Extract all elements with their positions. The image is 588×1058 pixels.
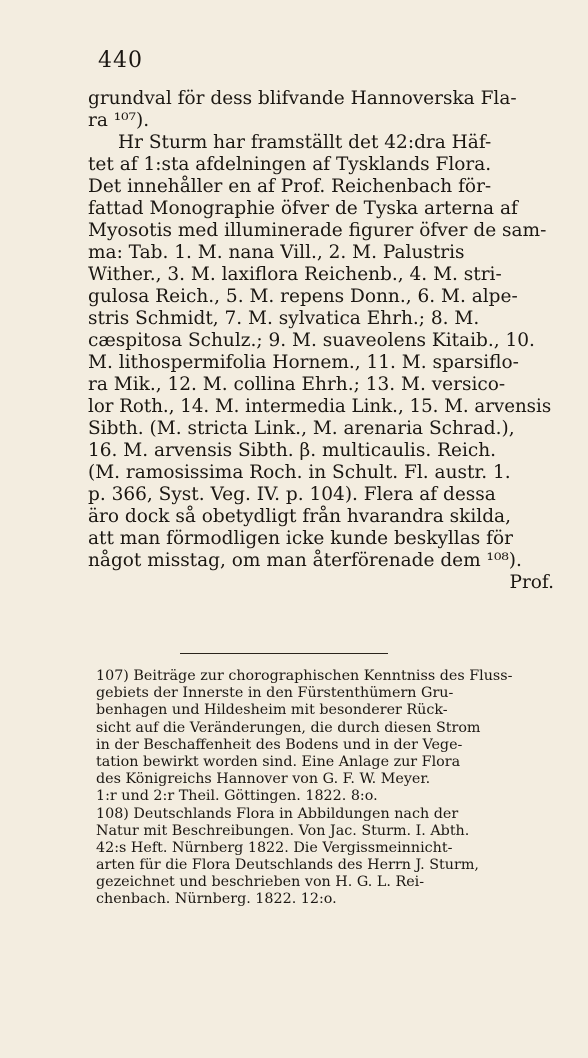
footnote-line <box>96 806 558 823</box>
footnote-line-content: in der Beschaffenheit des Bodens und in der Vege- <box>96 736 463 753</box>
text-line-content: M. lithospermifolia Hornem., 11. M. sparsiflo- <box>88 352 519 373</box>
text-line-content: lor Roth., 14. M. intermedia Link., 15. M. arvensis <box>88 396 552 417</box>
footnote-line <box>96 702 558 719</box>
text-line <box>88 418 558 440</box>
footnote-line-content: 42:s Heft. Nürnberg 1822. Die Vergissmeinnicht- <box>96 839 453 856</box>
text-line <box>88 308 558 330</box>
page-number: 440 <box>98 48 143 73</box>
text-line <box>88 154 558 176</box>
footnote-line <box>96 857 558 874</box>
text-line <box>88 264 558 286</box>
text-line <box>88 462 558 484</box>
text-line <box>88 374 558 396</box>
footnote-line <box>96 754 558 771</box>
footnote-line-content: tation bewirkt worden sind. Eine Anlage zur Flora <box>96 753 461 770</box>
text-line-content: äro dock så obetydligt från hvarandra skilda, <box>88 506 511 527</box>
text-line-content: grundval för dess blifvande Hannoverska Fla- <box>88 88 517 109</box>
text-line <box>88 528 558 550</box>
footnote-line-content: arten für die Flora Deutschlands des Herrn J. Sturm, <box>96 857 479 874</box>
text-line <box>88 88 558 110</box>
text-line-content: Myosotis med illuminerade figurer öfver de sam- <box>88 220 547 241</box>
text-line <box>88 110 558 132</box>
footnote-line <box>96 840 558 857</box>
text-line <box>88 352 558 374</box>
footnote-line <box>96 720 558 737</box>
text-line-content: Hr Sturm har framställt det 42:dra Häf- <box>118 132 492 153</box>
text-line-content: cæspitosa Schulz.; 9. M. suaveolens Kitaib., 10. <box>88 330 535 351</box>
footnote-line <box>96 788 558 805</box>
text-line <box>88 330 558 352</box>
text-line-content: fattad Monographie öfver de Tyska arterna af <box>88 198 518 219</box>
footnote-line <box>96 771 558 788</box>
footnote-line <box>96 668 558 685</box>
text-line-content: p. 366, Syst. Veg. IV. p. 104). Flera af dessa <box>88 484 496 505</box>
text-line-content: ra Mik., 12. M. collina Ehrh.; 13. M. versico- <box>88 374 506 395</box>
footnote-line <box>96 874 558 891</box>
text-line <box>88 440 558 462</box>
text-line <box>88 220 558 242</box>
text-line <box>88 286 558 308</box>
text-line <box>88 198 558 220</box>
text-line-content: Wither., 3. M. laxiflora Reichenb., 4. M. stri- <box>88 264 502 285</box>
text-line-content: något misstag, om man återförenade dem ¹⁰⁸). <box>88 550 522 571</box>
footnote-line <box>96 891 558 908</box>
catchword <box>88 572 558 594</box>
text-line <box>88 396 558 418</box>
text-line-content: ma: Tab. 1. M. nana Vill., 2. M. Palustris <box>88 242 465 263</box>
footnote-separator <box>180 653 388 654</box>
footnote-line-content: 1:r und 2:r Theil. Göttingen. 1822. 8:o. <box>96 788 378 805</box>
text-line <box>88 550 558 572</box>
text-line-content: Sibth. (M. stricta Link., M. arenaria Schrad.), <box>88 418 515 439</box>
footnote-line <box>96 685 558 702</box>
text-line <box>88 176 558 198</box>
footnote-line-content: gebiets der Innerste in den Fürstenthümern Gru- <box>96 685 454 702</box>
text-line-content: att man förmodligen icke kunde beskyllas för <box>88 528 513 549</box>
footnote-line-content: chenbach. Nürnberg. 1822. 12:o. <box>96 891 337 908</box>
text-line-content: (M. ramosissima Roch. in Schult. Fl. austr. 1. <box>88 462 511 483</box>
footnote-line-content: benhagen und Hildesheim mit besonderer Rück- <box>96 702 448 719</box>
footnote-line <box>96 737 558 754</box>
catchword-text: Prof. <box>509 572 554 593</box>
text-line <box>88 242 558 264</box>
footnotes <box>96 668 558 909</box>
footnote-line <box>96 823 558 840</box>
text-line-content: 16. M. arvensis Sibth. β. multicaulis. Reich. <box>88 440 497 461</box>
text-line-content: tet af 1:sta afdelningen af Tysklands Flora. <box>88 154 492 175</box>
text-line-content: stris Schmidt, 7. M. sylvatica Ehrh.; 8. M. <box>88 308 480 329</box>
footnote-line-content: Natur mit Beschreibungen. Von Jac. Sturm. I. Abth. <box>96 822 470 839</box>
text-line-content: gulosa Reich., 5. M. repens Donn., 6. M. alpe- <box>88 286 518 307</box>
body-text <box>88 88 558 594</box>
footnote-line-content: sicht auf die Veränderungen, die durch diesen Strom <box>96 719 481 736</box>
text-line <box>88 506 558 528</box>
footnote-line-content: gezeichnet und beschrieben von H. G. L. Rei- <box>96 874 425 891</box>
text-line-content: ra ¹⁰⁷). <box>88 110 150 131</box>
text-line-content: Det innehåller en af Prof. Reichenbach för- <box>88 176 492 197</box>
text-line <box>88 132 558 154</box>
text-line <box>88 484 558 506</box>
footnote-line-content: des Königreichs Hannover von G. F. W. Meyer. <box>96 771 431 788</box>
footnote-line-content: 108) Deutschlands Flora in Abbildungen nach der <box>96 805 459 822</box>
footnote-line-content: 107) Beiträge zur chorographischen Kenntniss des Fluss- <box>96 668 513 684</box>
